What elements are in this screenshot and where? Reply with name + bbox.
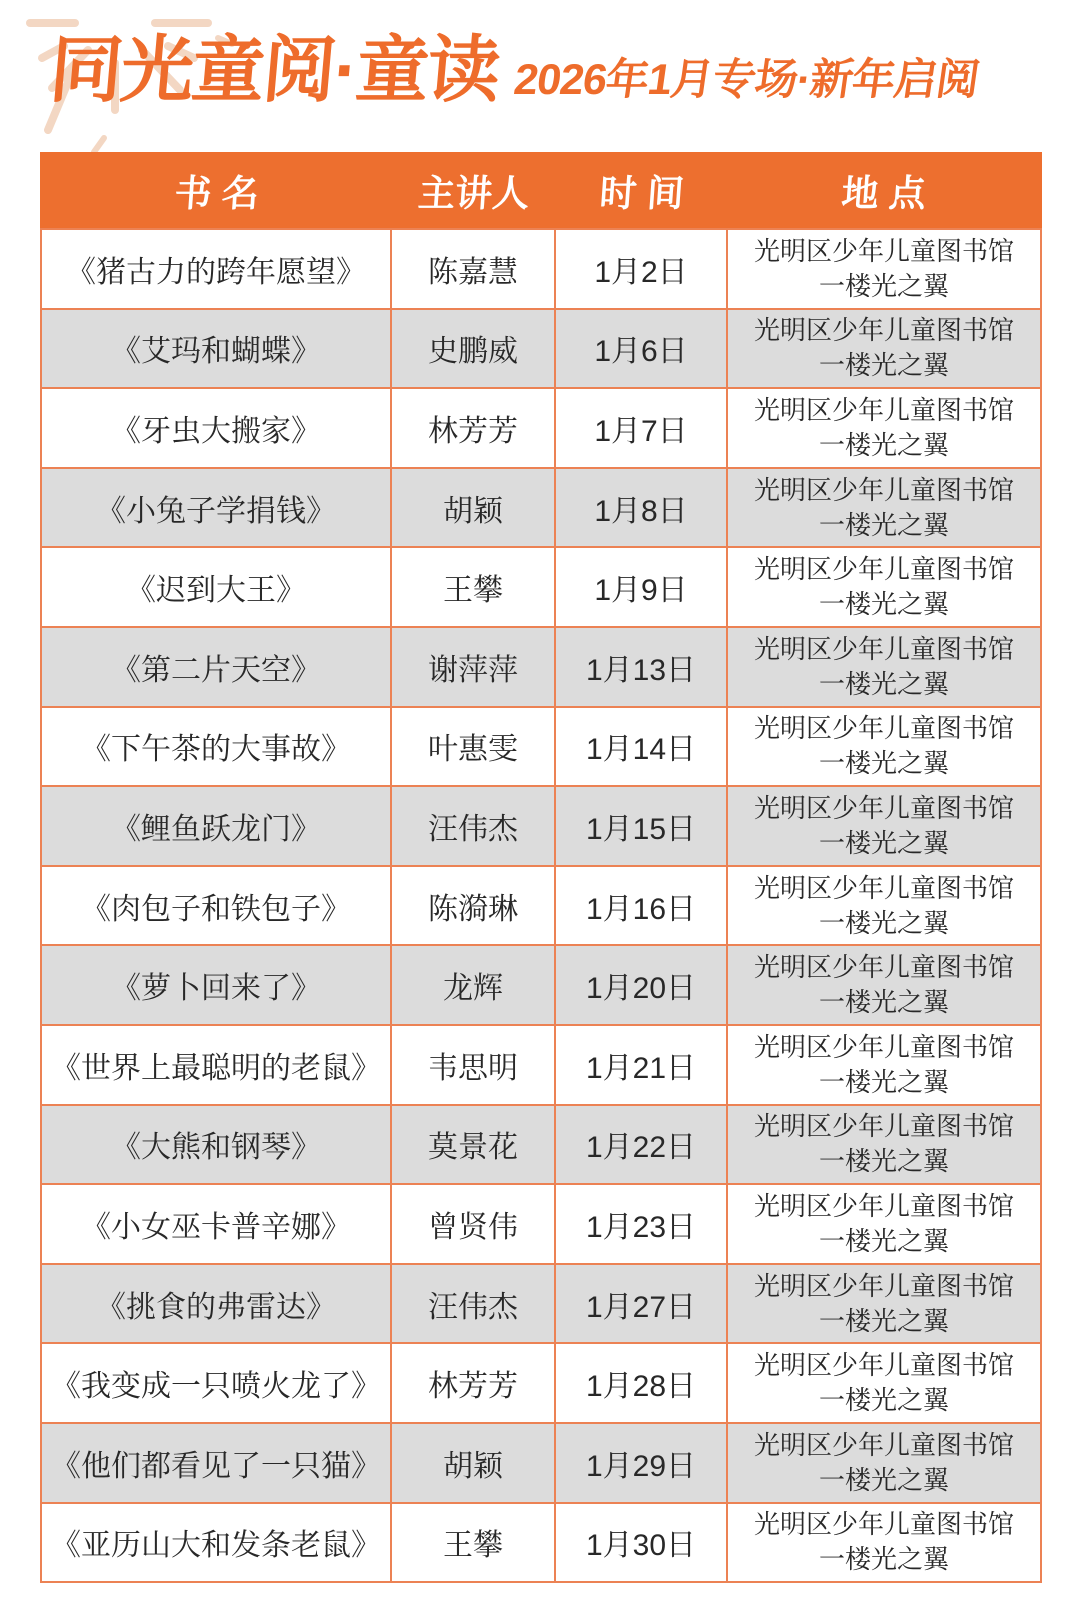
header-book: 书 名: [173, 173, 261, 214]
speaker-cell: 林芳芳: [392, 389, 556, 467]
date-cell: 1月30日: [556, 1504, 728, 1582]
venue-line2: 一楼光之翼: [818, 270, 949, 301]
table-row: [42, 1104, 1040, 1184]
venue-line1: 光明区少年儿童图书馆: [753, 1031, 1014, 1062]
venue-line1: 光明区少年儿童图书馆: [753, 235, 1014, 266]
speaker-cell: 汪伟杰: [392, 787, 556, 865]
table-row: [42, 785, 1040, 865]
speaker-cell: 韦思明: [392, 1026, 556, 1104]
venue-cell: [728, 1026, 1040, 1104]
venue-cell: [728, 230, 1040, 308]
book-title-cell: 《亚历山大和发条老鼠》: [42, 1504, 392, 1582]
table-row: [42, 308, 1040, 388]
book-title-cell: 《艾玛和蝴蝶》: [42, 310, 392, 388]
speaker-cell: 林芳芳: [392, 1344, 556, 1422]
speaker-cell: 陈嘉慧: [392, 230, 556, 308]
venue-cell: [728, 1424, 1040, 1502]
speaker-cell: 胡颖: [392, 469, 556, 547]
date-cell: 1月28日: [556, 1344, 728, 1422]
book-title-cell: 《他们都看见了一只猫》: [42, 1424, 392, 1502]
book-title-cell: 《牙虫大搬家》: [42, 389, 392, 467]
book-title-cell: 《猪古力的跨年愿望》: [42, 230, 392, 308]
venue-line1: 光明区少年儿童图书馆: [753, 633, 1014, 664]
date-cell: 1月27日: [556, 1265, 728, 1343]
table-row: [42, 1263, 1040, 1343]
venue-line2: 一楼光之翼: [818, 1146, 949, 1177]
book-title-cell: 《迟到大王》: [42, 548, 392, 626]
table-row: [42, 546, 1040, 626]
venue-line1: 光明区少年儿童图书馆: [753, 952, 1014, 983]
venue-cell: [728, 946, 1040, 1024]
table-row: [42, 626, 1040, 706]
venue-cell: [728, 548, 1040, 626]
venue-cell: [728, 1504, 1040, 1582]
table-row: [42, 1342, 1040, 1422]
venue-line2: 一楼光之翼: [818, 1305, 949, 1336]
venue-line2: 一楼光之翼: [818, 1464, 949, 1495]
speaker-cell: 叶惠雯: [392, 708, 556, 786]
venue-cell: [728, 469, 1040, 547]
venue-line2: 一楼光之翼: [818, 589, 949, 620]
venue-cell: [728, 310, 1040, 388]
venue-line1: 光明区少年儿童图书馆: [753, 1111, 1014, 1142]
venue-line1: 光明区少年儿童图书馆: [753, 1350, 1014, 1381]
venue-line2: 一楼光之翼: [818, 1066, 949, 1097]
date-cell: 1月2日: [556, 230, 728, 308]
page-title: 同光童阅·童读: [46, 30, 502, 111]
venue-line1: 光明区少年儿童图书馆: [753, 872, 1014, 903]
book-title-cell: 《萝卜回来了》: [42, 946, 392, 1024]
venue-line2: 一楼光之翼: [818, 987, 949, 1018]
venue-line2: 一楼光之翼: [818, 748, 949, 779]
speaker-cell: 曾贤伟: [392, 1185, 556, 1263]
venue-line2: 一楼光之翼: [818, 509, 949, 540]
venue-line1: 光明区少年儿童图书馆: [753, 1429, 1014, 1460]
speaker-cell: 王攀: [392, 548, 556, 626]
speaker-cell: 莫景花: [392, 1106, 556, 1184]
book-title-cell: 《我变成一只喷火龙了》: [42, 1344, 392, 1422]
book-title-cell: 《鲤鱼跃龙门》: [42, 787, 392, 865]
venue-line1: 光明区少年儿童图书馆: [753, 315, 1014, 346]
table-row: [42, 1502, 1040, 1582]
venue-line1: 光明区少年儿童图书馆: [753, 474, 1014, 505]
header-venue: 地 点: [840, 173, 928, 214]
book-title-cell: 《世界上最聪明的老鼠》: [42, 1026, 392, 1104]
venue-cell: [728, 867, 1040, 945]
date-cell: 1月13日: [556, 628, 728, 706]
speaker-cell: 谢萍萍: [392, 628, 556, 706]
header-speaker: 主讲人: [416, 173, 531, 214]
venue-line1: 光明区少年儿童图书馆: [753, 1270, 1014, 1301]
venue-line1: 光明区少年儿童图书馆: [753, 554, 1014, 585]
table-row: [42, 865, 1040, 945]
date-cell: 1月29日: [556, 1424, 728, 1502]
speaker-cell: 汪伟杰: [392, 1265, 556, 1343]
date-cell: 1月8日: [556, 469, 728, 547]
date-cell: 1月15日: [556, 787, 728, 865]
book-title-cell: 《小女巫卡普辛娜》: [42, 1185, 392, 1263]
venue-line1: 光明区少年儿童图书馆: [753, 1190, 1014, 1221]
venue-cell: [728, 1106, 1040, 1184]
book-title-cell: 《挑食的弗雷达》: [42, 1265, 392, 1343]
date-cell: 1月22日: [556, 1106, 728, 1184]
speaker-cell: 史鹏威: [392, 310, 556, 388]
date-cell: 1月9日: [556, 548, 728, 626]
venue-line2: 一楼光之翼: [818, 668, 949, 699]
speaker-cell: 胡颖: [392, 1424, 556, 1502]
venue-line1: 光明区少年儿童图书馆: [753, 713, 1014, 744]
venue-cell: [728, 1265, 1040, 1343]
page-subtitle: 2026年1月专场·新年启阅: [511, 56, 983, 104]
venue-line2: 一楼光之翼: [818, 350, 949, 381]
date-cell: 1月14日: [556, 708, 728, 786]
date-cell: 1月23日: [556, 1185, 728, 1263]
table-row: [42, 1183, 1040, 1263]
table-row: [42, 467, 1040, 547]
venue-cell: [728, 1344, 1040, 1422]
table-row: [42, 228, 1040, 308]
venue-cell: [728, 787, 1040, 865]
venue-line2: 一楼光之翼: [818, 907, 949, 938]
table-row: [42, 944, 1040, 1024]
table-row: [42, 1422, 1040, 1502]
venue-line1: 光明区少年儿童图书馆: [753, 792, 1014, 823]
venue-line2: 一楼光之翼: [818, 1385, 949, 1416]
speaker-cell: 王攀: [392, 1504, 556, 1582]
speaker-cell: 陈漪琳: [392, 867, 556, 945]
date-cell: 1月21日: [556, 1026, 728, 1104]
date-cell: 1月6日: [556, 310, 728, 388]
book-title-cell: 《小兔子学捐钱》: [42, 469, 392, 547]
date-cell: 1月7日: [556, 389, 728, 467]
venue-cell: [728, 628, 1040, 706]
book-title-cell: 《下午茶的大事故》: [42, 708, 392, 786]
venue-line1: 光明区少年儿童图书馆: [753, 1509, 1014, 1540]
venue-cell: [728, 389, 1040, 467]
schedule-table: [40, 152, 1042, 1583]
table-header-row: [40, 152, 1042, 228]
venue-line2: 一楼光之翼: [818, 429, 949, 460]
venue-line2: 一楼光之翼: [818, 1544, 949, 1575]
table-row: [42, 706, 1040, 786]
date-cell: 1月20日: [556, 946, 728, 1024]
venue-line2: 一楼光之翼: [818, 827, 949, 858]
venue-line1: 光明区少年儿童图书馆: [753, 394, 1014, 425]
book-title-cell: 《大熊和钢琴》: [42, 1106, 392, 1184]
table-row: [42, 387, 1040, 467]
table-row: [42, 1024, 1040, 1104]
header-time: 时 间: [598, 173, 686, 214]
date-cell: 1月16日: [556, 867, 728, 945]
masthead: [46, 30, 1060, 111]
book-title-cell: 《第二片天空》: [42, 628, 392, 706]
venue-cell: [728, 1185, 1040, 1263]
book-title-cell: 《肉包子和铁包子》: [42, 867, 392, 945]
speaker-cell: 龙辉: [392, 946, 556, 1024]
venue-cell: [728, 708, 1040, 786]
venue-line2: 一楼光之翼: [818, 1225, 949, 1256]
